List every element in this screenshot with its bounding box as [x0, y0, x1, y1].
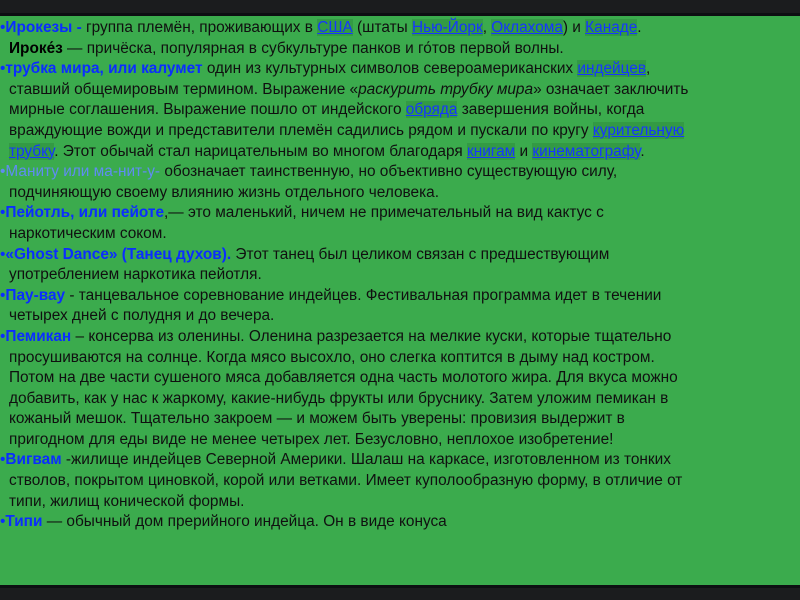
text: употреблением наркотика пейотля. [9, 266, 262, 284]
text: ) и [562, 19, 586, 36]
entry-pemmican-line: Потом на две части сушеного мяса добавляется одна часть молотого жира. Для вкуса можно [9, 369, 678, 387]
entry-wigwam-line: стволов, покрытом циновкой, корой или ветками. Имеет куполообразную форму, в отличие от [9, 472, 683, 490]
term: «Ghost Dance» (Танец духов). [5, 245, 232, 263]
text: – консерва из оленины. Оленина разрезается на мелкие куски, которые тщательно [71, 327, 672, 345]
entry-wigwam-line: типи, жилищ конической формы. [9, 492, 245, 510]
term: трубка мира, или калумет [5, 60, 203, 78]
link-usa[interactable]: США [317, 19, 353, 36]
italic-phrase: раскурить трубку мира [358, 80, 534, 98]
glossary-text [0, 18, 800, 533]
link-rite[interactable]: обряда [405, 101, 458, 119]
entry-wigwam [0, 450, 800, 471]
term: Пау-вау [5, 286, 66, 304]
term: Ирокезы - [5, 19, 82, 36]
term: Пемикан [5, 327, 72, 345]
bullet: • [0, 513, 6, 531]
text: ,— это маленький, ничем не примечательный на вид кактус с [164, 204, 604, 222]
entry-tipi [0, 512, 800, 533]
term: Ироке́з [9, 39, 63, 57]
text: » означает заключить [533, 80, 689, 98]
text: враждующие вожди и представители племён садились рядом и пускали по кругу [9, 121, 593, 139]
term: Пейотль, или пейоте [5, 204, 165, 222]
bullet: • [0, 163, 6, 181]
entry-pow-wow-line2 [0, 306, 800, 327]
entry-peace-pipe-line4 [0, 121, 800, 142]
term: Маниту или ма-нит-у- [5, 163, 161, 181]
text: завершения войны, когда [457, 101, 645, 119]
link-oklahoma[interactable]: Оклахома [491, 19, 563, 36]
link-new-york[interactable]: Нью-Йорк [411, 19, 483, 36]
text: четырех дней с полудня и до вечера. [9, 307, 275, 325]
text: обозначает таинственную, но объективно существующую силу, [160, 163, 618, 181]
content-panel [0, 16, 800, 585]
text: — причёска, популярная в субкультуре панков и го́тов первой волны. [62, 39, 564, 57]
entry-pow-wow [0, 286, 800, 307]
entry-pemmican-line: просушиваются на солнце. Когда мясо высохло, оно слегка коптится в дыму над костром. [9, 348, 655, 366]
entry-peace-pipe-line5 [0, 142, 800, 163]
entry-ghost-dance-line2 [0, 265, 800, 286]
entry-iroquois-line2 [0, 39, 800, 60]
entry-ghost-dance [0, 245, 800, 266]
text: - танцевальное соревнование индейцев. Фестивальная программа идет в течении [65, 286, 662, 304]
entry-manitou-line2 [0, 183, 800, 204]
text: — обычный дом прерийного индейца. Он в виде конуса [42, 513, 447, 531]
bullet: • [0, 327, 6, 345]
text: группа племён, проживающих в [81, 19, 318, 36]
bullet: • [0, 286, 6, 304]
entry-pemmican [0, 327, 800, 348]
entry-peace-pipe-line3 [0, 100, 800, 121]
text: один из культурных символов североамериканских [202, 60, 578, 78]
bullet: • [0, 19, 6, 36]
text: Этот танец был целиком связан с предшествующим [231, 245, 610, 263]
text: мирные соглашения. Выражение пошло от индейского [9, 101, 406, 119]
link-canada[interactable]: Канаде [585, 19, 638, 36]
text: -жилище индейцев Северной Америки. Шалаш на каркасе, изготовленном из тонких [61, 451, 671, 469]
text: . [640, 142, 645, 160]
entry-pemmican-line: добавить, как у нас к жаркому, какие-нибудь фрукты или бруснику. Затем уложим пемикан в [9, 389, 669, 407]
text: (штаты [352, 19, 412, 36]
link-cinema[interactable]: кинематографу [532, 142, 641, 160]
bullet: • [0, 60, 6, 78]
entry-pemmican-line: пригодном для еды виде не менее четырех лет. Безусловно, неплохое изобретение! [9, 430, 614, 448]
entry-iroquois [0, 18, 800, 39]
text: . [637, 19, 642, 36]
entry-peace-pipe-line2 [0, 80, 800, 101]
text: . Этот обычай стал нарицательным во многом благодаря [54, 142, 467, 160]
text: подчиняющую своему влиянию жизнь отдельного человека. [9, 183, 440, 201]
bullet: • [0, 245, 6, 263]
link-books[interactable]: книгам [466, 142, 516, 160]
text: наркотическим соком. [9, 224, 167, 242]
link-smoking-pipe[interactable]: курительную [592, 121, 685, 139]
text: ставший общемировым термином. Выражение « [9, 80, 359, 98]
text: , [646, 60, 651, 78]
text: и [515, 142, 533, 160]
entry-peyote-line2 [0, 224, 800, 245]
entry-peace-pipe [0, 59, 800, 80]
term: Типи [5, 513, 43, 531]
entry-manitou [0, 162, 800, 183]
text: , [482, 19, 492, 36]
bullet: • [0, 204, 6, 222]
entry-pemmican-line: кожаный мешок. Тщательно закроем — и можем быть уверены: провизия выдержит в [9, 410, 625, 428]
link-indians[interactable]: индейцев [577, 60, 647, 78]
entry-peyote [0, 203, 800, 224]
term: Вигвам [5, 451, 62, 469]
bullet: • [0, 451, 6, 469]
link-smoking-pipe-cont[interactable]: трубку [9, 142, 55, 160]
